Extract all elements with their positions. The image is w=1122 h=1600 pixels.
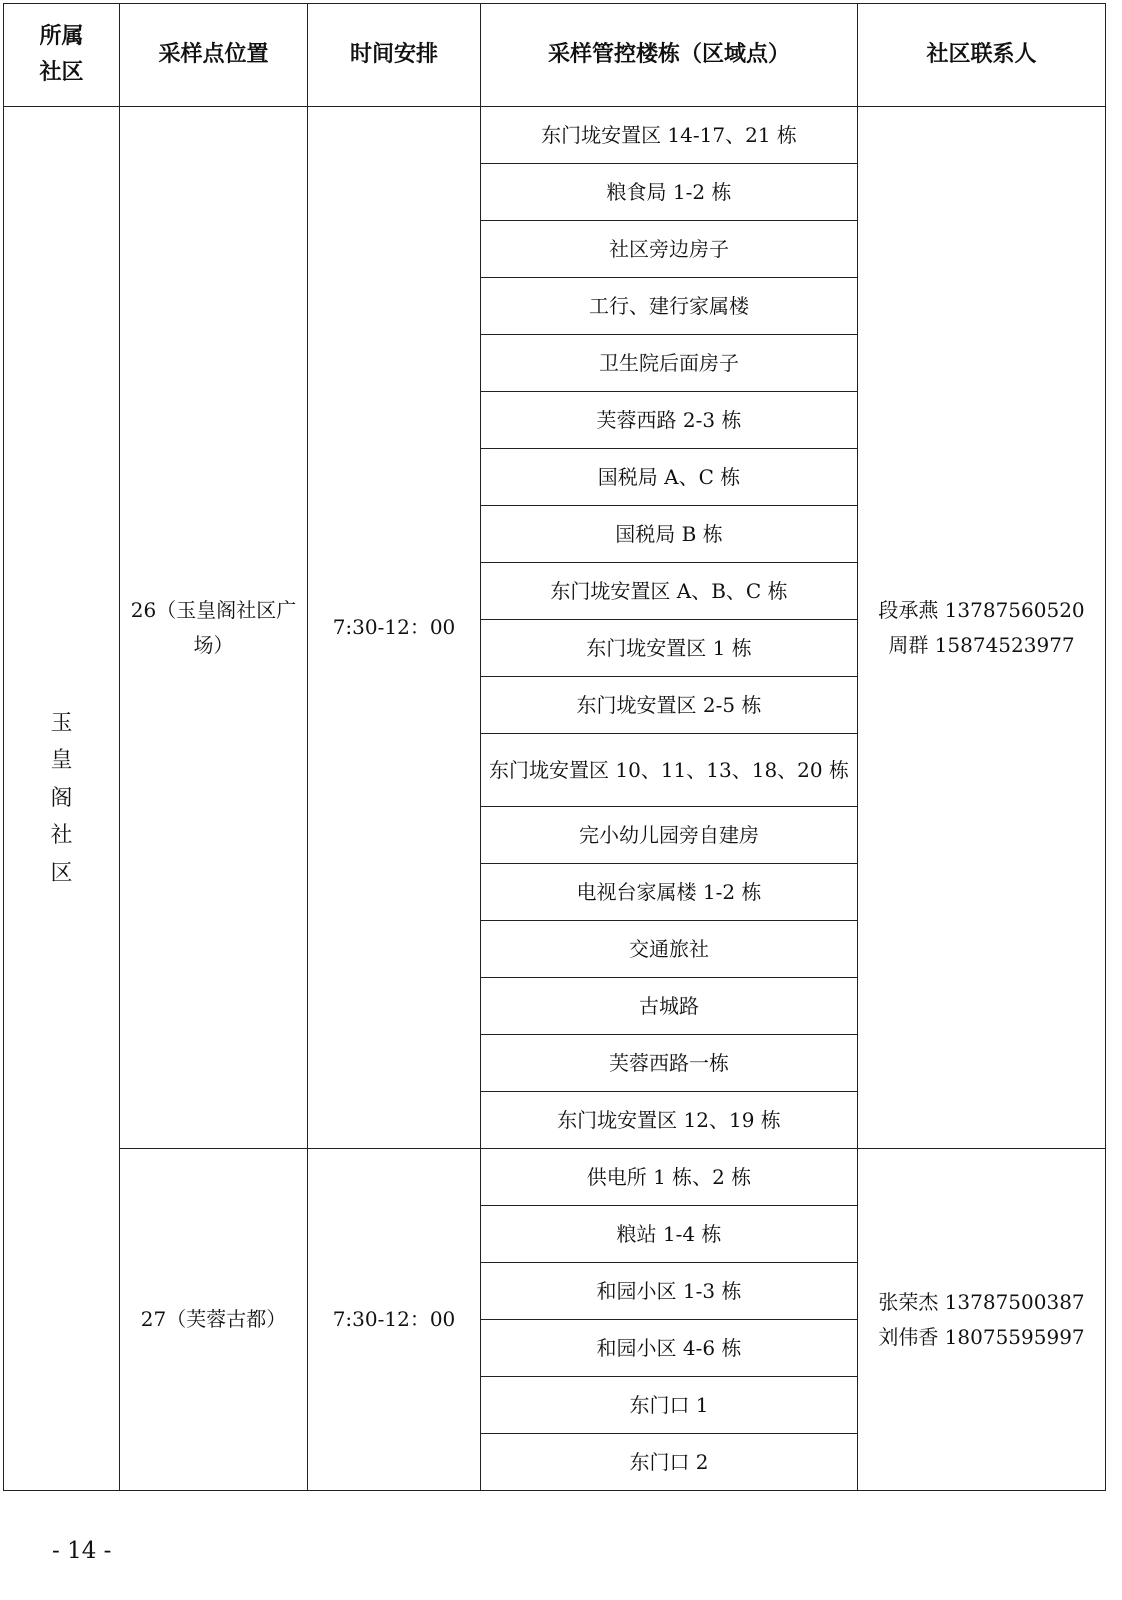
table-row xyxy=(4,107,1106,164)
site1-contact xyxy=(858,107,1106,1149)
site1-location: 26（玉皇阁社区广场） xyxy=(120,107,308,1149)
building-cell: 和园小区 4-6 栋 xyxy=(481,1320,858,1377)
building-cell: 芙蓉西路一栋 xyxy=(481,1035,858,1092)
page-number: - 14 - xyxy=(52,1538,112,1564)
building-cell: 工行、建行家属楼 xyxy=(481,278,858,335)
site2-location: 27（芙蓉古都） xyxy=(120,1149,308,1491)
building-cell: 东门垅安置区 12、19 栋 xyxy=(481,1092,858,1149)
site2-contact xyxy=(858,1149,1106,1491)
building-cell: 古城路 xyxy=(481,978,858,1035)
header-community-line1: 所属 xyxy=(39,24,84,49)
header-community xyxy=(4,4,120,107)
community-name: 玉皇阁社区 xyxy=(50,710,73,886)
building-cell: 和园小区 1-3 栋 xyxy=(481,1263,858,1320)
building-cell: 东门口 1 xyxy=(481,1377,858,1434)
header-buildings: 采样管控楼栋（区域点） xyxy=(481,4,858,107)
community-cell xyxy=(4,107,120,1491)
building-cell: 东门垅安置区 14-17、21 栋 xyxy=(481,107,858,164)
building-cell: 东门垅安置区 1 栋 xyxy=(481,620,858,677)
building-cell: 东门垅安置区 A、B、C 栋 xyxy=(481,563,858,620)
building-cell: 东门口 2 xyxy=(481,1434,858,1491)
building-cell: 国税局 B 栋 xyxy=(481,506,858,563)
building-cell: 国税局 A、C 栋 xyxy=(481,449,858,506)
site2-time: 7:30-12：00 xyxy=(308,1149,481,1491)
sampling-schedule-table xyxy=(3,3,1106,1491)
building-cell: 社区旁边房子 xyxy=(481,221,858,278)
building-cell: 交通旅社 xyxy=(481,921,858,978)
contact-line: 刘伟香 18075595997 xyxy=(878,1324,1085,1349)
building-cell: 粮站 1-4 栋 xyxy=(481,1206,858,1263)
building-cell: 电视台家属楼 1-2 栋 xyxy=(481,864,858,921)
header-contact: 社区联系人 xyxy=(858,4,1106,107)
header-row xyxy=(4,4,1106,107)
building-cell: 完小幼儿园旁自建房 xyxy=(481,807,858,864)
contact-line: 周群 15874523977 xyxy=(888,632,1075,657)
building-cell: 供电所 1 栋、2 栋 xyxy=(481,1149,858,1206)
building-cell: 东门垅安置区 2-5 栋 xyxy=(481,677,858,734)
site1-time: 7:30-12：00 xyxy=(308,107,481,1149)
table-row xyxy=(4,1149,1106,1206)
building-cell: 卫生院后面房子 xyxy=(481,335,858,392)
building-cell: 东门垅安置区 10、11、13、18、20 栋 xyxy=(481,734,858,807)
header-location: 采样点位置 xyxy=(120,4,308,107)
header-community-line2: 社区 xyxy=(39,60,84,85)
building-cell: 粮食局 1-2 栋 xyxy=(481,164,858,221)
building-cell: 芙蓉西路 2-3 栋 xyxy=(481,392,858,449)
contact-line: 张荣杰 13787500387 xyxy=(878,1289,1085,1314)
header-time: 时间安排 xyxy=(308,4,481,107)
contact-line: 段承燕 13787560520 xyxy=(878,597,1085,622)
